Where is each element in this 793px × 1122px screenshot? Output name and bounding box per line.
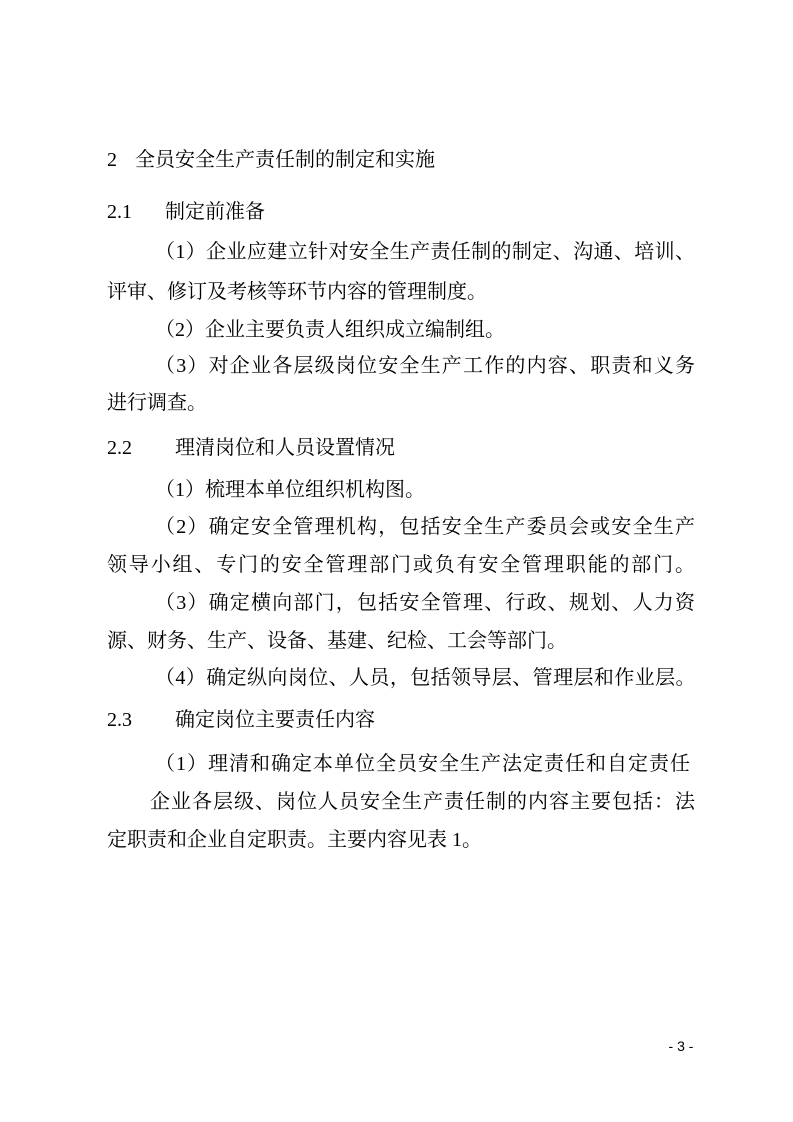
subsection-heading-2-2: [0, 429, 793, 467]
paragraph-line: 企业各层级、岗位人员安全生产责任制的内容主要包括：法: [150, 791, 695, 813]
paragraph-line: 领导小组、专门的安全管理部门或负有安全管理职能的部门。: [107, 554, 695, 576]
paragraph-line: 源、财务、生产、设备、基建、纪检、工会等部门。: [107, 630, 567, 652]
paragraph-line: （4）确定纵向岗位、人员，包括领导层、管理层和作业层。: [155, 667, 695, 689]
section-title: 全员安全生产责任制的制定和实施: [135, 149, 435, 171]
paragraph-line: （1）企业应建立针对安全生产责任制的制定、沟通、培训、: [155, 241, 695, 263]
paragraph-line: （2）确定安全管理机构，包括安全生产委员会或安全生产: [155, 516, 695, 538]
paragraph-line: （1）梳理本单位组织机构图。: [155, 479, 425, 501]
page-number: - 3 -: [668, 1038, 694, 1054]
section-heading: [0, 141, 793, 179]
subsection-title: 制定前准备: [165, 201, 265, 223]
paragraph-line: 评审、修订及考核等环节内容的管理制度。: [107, 281, 487, 303]
paragraph-line: （2）企业主要负责人组织成立编制组。: [155, 319, 505, 341]
subsection-number: 2.2: [107, 437, 132, 459]
paragraph-line: 定职责和企业自定职责。主要内容见表 1。: [107, 829, 482, 851]
paragraph-line: （3）对企业各层级岗位安全生产工作的内容、职责和义务: [155, 355, 695, 377]
subsection-heading-2-3: [0, 701, 793, 739]
section-number: 2: [107, 149, 117, 171]
paragraph-line: 进行调查。: [107, 392, 207, 414]
subsection-number: 2.3: [107, 709, 132, 731]
subsection-number: 2.1: [107, 201, 132, 223]
paragraph-line: （3）确定横向部门，包括安全管理、行政、规划、人力资: [155, 592, 695, 614]
subsection-title: 理清岗位和人员设置情况: [175, 437, 395, 459]
subsection-title: 确定岗位主要责任内容: [175, 709, 375, 731]
paragraph-line: （1）理清和确定本单位全员安全生产法定责任和自定责任: [155, 753, 690, 775]
subsection-heading-2-1: [0, 193, 793, 231]
